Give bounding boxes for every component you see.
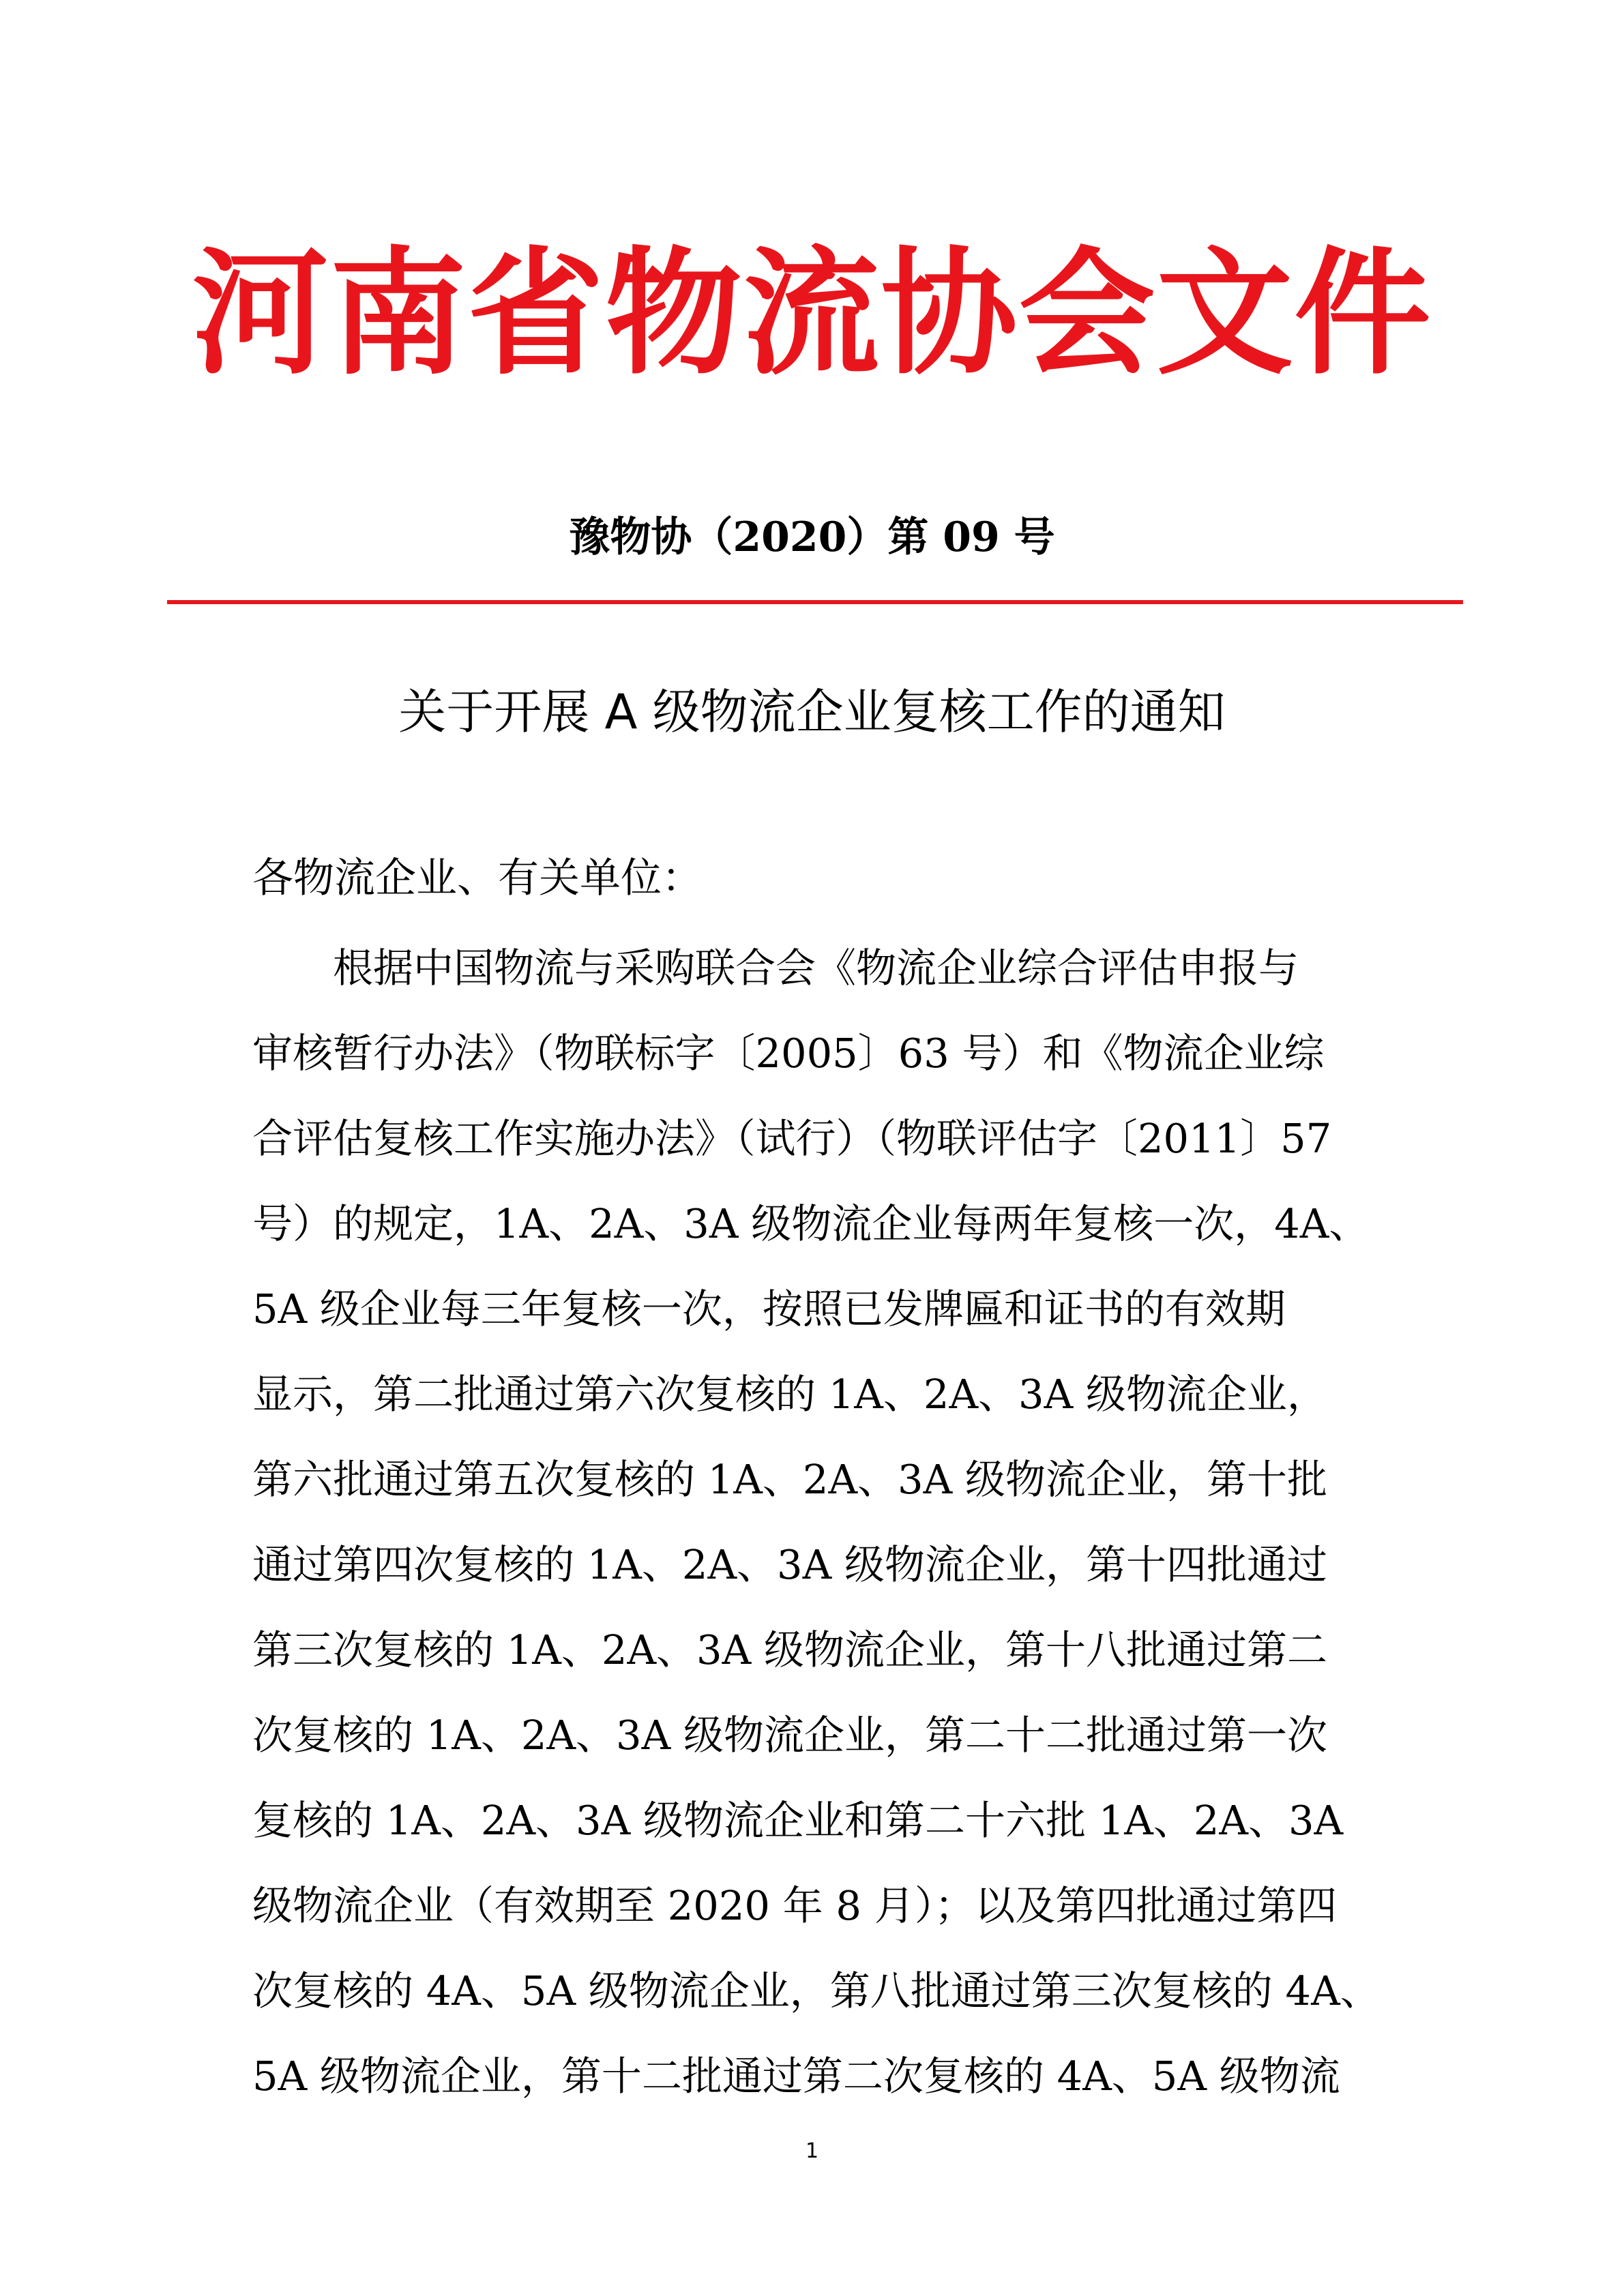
body-line: 根据中国物流与采购联合会《物流企业综合评估申报与 [333,944,1299,992]
document-number: 豫物协（2020）第 09 号 [569,513,1055,561]
red-divider-line [167,600,1463,604]
body-line: 级物流企业（有效期至 2020 年 8 月）；以及第四批通过第四 [252,1882,1338,1929]
body-line: 通过第四次复核的 1A、2A、3A 级物流企业，第十四批通过 [252,1541,1327,1588]
body-line: 复核的 1A、2A、3A 级物流企业和第二十六批 1A、2A、3A [252,1797,1344,1844]
body-line: 号）的规定，1A、2A、3A 级物流企业每两年复核一次，4A、 [252,1200,1370,1247]
body-text [252,941,1385,2134]
page-number: 1 [805,2139,819,2163]
body-line: 次复核的 1A、2A、3A 级物流企业，第二十二批通过第一次 [252,1712,1327,1759]
body-line: 显示，第二批通过第六次复核的 1A、2A、3A 级物流企业， [252,1371,1327,1418]
salutation: 各物流企业、有关单位： [252,854,703,902]
notice-title: 关于开展 A 级物流企业复核工作的通知 [398,684,1226,740]
body-line: 5A 级物流企业，第十二批通过第二次复核的 4A、5A 级物流 [252,2053,1340,2100]
body-line: 5A 级企业每三年复核一次，按照已发牌匾和证书的有效期 [252,1285,1286,1332]
body-line: 第三次复核的 1A、2A、3A 级物流企业，第十八批通过第二 [252,1626,1327,1673]
body-line: 审核暂行办法》（物联标字〔2005〕63 号）和《物流企业综 [252,1030,1325,1077]
body-line: 次复核的 4A、5A 级物流企业，第八批通过第三次复核的 4A、 [252,1967,1381,2014]
masthead-title: 河南省物流协会文件 [192,233,1432,393]
body-line: 第六批通过第五次复核的 1A、2A、3A 级物流企业，第十批 [252,1456,1327,1503]
body-line: 合评估复核工作实施办法》（试行）（物联评估字〔2011〕57 [252,1115,1332,1162]
